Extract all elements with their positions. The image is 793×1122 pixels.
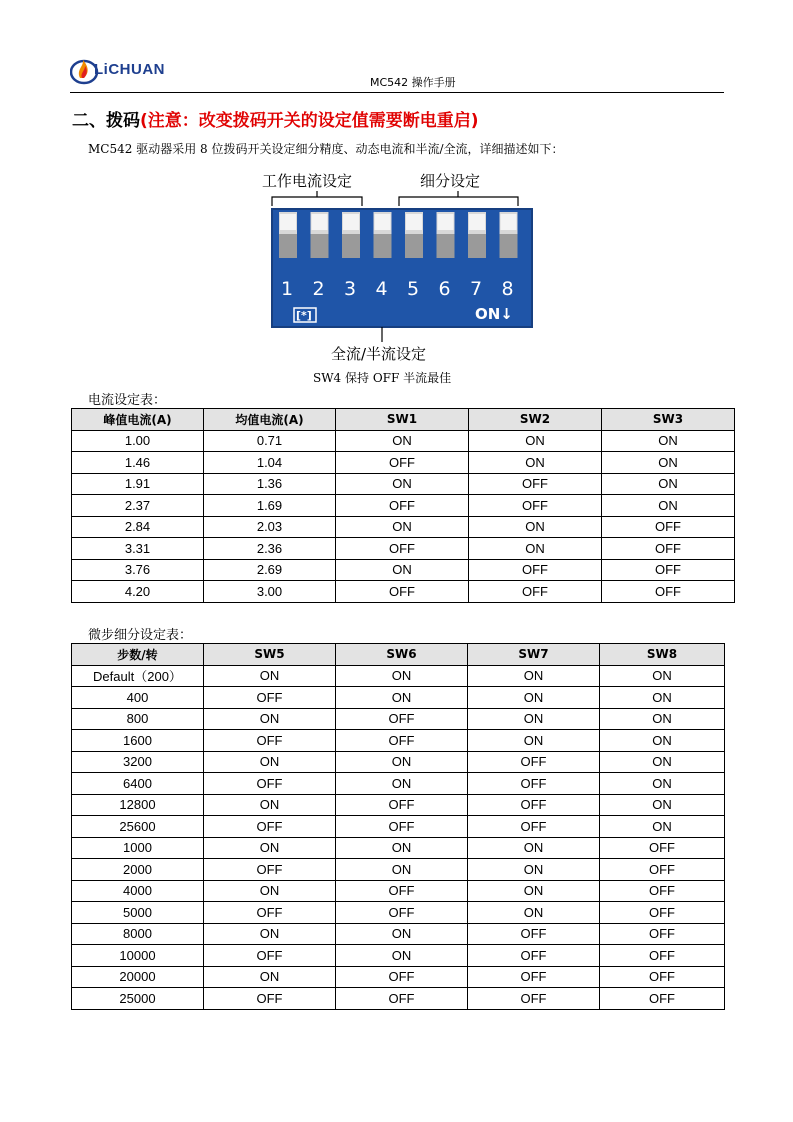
table-cell: ON xyxy=(336,923,468,945)
column-header: 步数/转 xyxy=(72,644,204,666)
label-half-full-setting: 全流/半流设定 xyxy=(331,345,427,363)
column-header: SW2 xyxy=(469,409,602,431)
table-cell: ON xyxy=(468,665,600,687)
table-cell: 20000 xyxy=(72,966,204,988)
column-header: SW1 xyxy=(336,409,469,431)
table-cell: 1.04 xyxy=(204,452,336,474)
current-setting-table xyxy=(71,408,735,603)
table-cell: OFF xyxy=(204,730,336,752)
table-cell: OFF xyxy=(602,581,735,603)
dip-switch-knob xyxy=(501,214,517,230)
table-cell: ON xyxy=(469,430,602,452)
table-cell: 2.36 xyxy=(204,538,336,560)
table-row xyxy=(72,452,735,474)
table-cell: 3.00 xyxy=(204,581,336,603)
table-cell: OFF xyxy=(600,966,725,988)
table-row xyxy=(72,665,725,687)
switch-number-8: 8 xyxy=(501,278,514,300)
table-row xyxy=(72,559,735,581)
table-cell: ON xyxy=(336,687,468,709)
table-cell: OFF xyxy=(336,988,468,1010)
table-cell: ON xyxy=(336,559,469,581)
table-cell: ON xyxy=(336,473,469,495)
table-row xyxy=(72,773,725,795)
table-cell: 2.84 xyxy=(72,516,204,538)
table-cell: 25600 xyxy=(72,816,204,838)
table-cell: 1.00 xyxy=(72,430,204,452)
logo-text: LiCHUAN xyxy=(94,61,165,78)
dip-switch-knob xyxy=(312,214,328,230)
table-cell: ON xyxy=(204,837,336,859)
table-cell: ON xyxy=(336,430,469,452)
table-cell: OFF xyxy=(602,516,735,538)
table-cell: OFF xyxy=(336,730,468,752)
table-cell: 3.76 xyxy=(72,559,204,581)
table-cell: ON xyxy=(600,665,725,687)
table-cell: OFF xyxy=(336,581,469,603)
column-header: SW3 xyxy=(602,409,735,431)
table-cell: OFF xyxy=(468,945,600,967)
table-cell: OFF xyxy=(336,452,469,474)
table-cell: 3200 xyxy=(72,751,204,773)
section-heading xyxy=(72,106,479,131)
table-cell: ON xyxy=(204,708,336,730)
table-cell: ON xyxy=(469,516,602,538)
table-cell: 1.69 xyxy=(204,495,336,517)
table-cell: ON xyxy=(602,452,735,474)
table-cell: ON xyxy=(600,794,725,816)
dip-switch-knob xyxy=(343,214,359,230)
table-cell: 1.36 xyxy=(204,473,336,495)
switch-number-4: 4 xyxy=(375,278,388,300)
table-cell: 800 xyxy=(72,708,204,730)
column-header: 均值电流(A) xyxy=(204,409,336,431)
table-cell: OFF xyxy=(468,773,600,795)
heading-note: (注意：改变拨码开关的设定值需要断电重启) xyxy=(140,111,479,131)
table-cell: ON xyxy=(204,665,336,687)
table-cell: OFF xyxy=(336,966,468,988)
dip-switch-knob xyxy=(438,214,454,230)
table-cell: ON xyxy=(602,495,735,517)
table-cell: ON xyxy=(204,966,336,988)
table-cell: 0.71 xyxy=(204,430,336,452)
switch-number-6: 6 xyxy=(438,278,451,300)
table-cell: 1600 xyxy=(72,730,204,752)
table-cell: OFF xyxy=(602,559,735,581)
table-cell: 2.69 xyxy=(204,559,336,581)
table-cell: 400 xyxy=(72,687,204,709)
table-cell: 2.37 xyxy=(72,495,204,517)
table-row xyxy=(72,859,725,881)
table-row xyxy=(72,516,735,538)
table-cell: 8000 xyxy=(72,923,204,945)
table-cell: ON xyxy=(204,751,336,773)
table-cell: 1000 xyxy=(72,837,204,859)
table-row xyxy=(72,473,735,495)
table-cell: 1.46 xyxy=(72,452,204,474)
table-row xyxy=(72,880,725,902)
column-header: SW7 xyxy=(468,644,600,666)
table-cell: ON xyxy=(468,837,600,859)
table-row xyxy=(72,730,725,752)
table-cell: OFF xyxy=(204,687,336,709)
table-cell: ON xyxy=(336,665,468,687)
column-header: SW8 xyxy=(600,644,725,666)
label-current-setting: 工作电流设定 xyxy=(262,172,353,190)
table-cell: OFF xyxy=(336,538,469,560)
table-cell: ON xyxy=(336,751,468,773)
table-cell: OFF xyxy=(469,495,602,517)
table-cell: OFF xyxy=(600,859,725,881)
table-cell: 3.31 xyxy=(72,538,204,560)
table-cell: OFF xyxy=(600,923,725,945)
table-cell: 2000 xyxy=(72,859,204,881)
table-row xyxy=(72,708,725,730)
table-cell: OFF xyxy=(204,816,336,838)
table-cell: ON xyxy=(336,859,468,881)
table-cell: OFF xyxy=(336,880,468,902)
table-cell: OFF xyxy=(336,816,468,838)
table-cell: OFF xyxy=(336,708,468,730)
table-cell: ON xyxy=(602,473,735,495)
table-cell: 2.03 xyxy=(204,516,336,538)
switch-number-2: 2 xyxy=(312,278,325,300)
table-cell: Default（200） xyxy=(72,665,204,687)
table-cell: ON xyxy=(336,516,469,538)
table-cell: OFF xyxy=(469,559,602,581)
column-header: SW6 xyxy=(336,644,468,666)
table-cell: OFF xyxy=(204,945,336,967)
table-cell: 25000 xyxy=(72,988,204,1010)
table-cell: ON xyxy=(336,837,468,859)
page-header xyxy=(70,52,724,93)
table-row xyxy=(72,988,725,1010)
table-cell: OFF xyxy=(468,794,600,816)
table-cell: OFF xyxy=(600,880,725,902)
table-cell: ON xyxy=(600,708,725,730)
intro-paragraph: MC542 驱动器采用 8 位拨码开关设定细分精度、动态电流和半流/全流，详细描述如下： xyxy=(88,142,564,156)
table-cell: ON xyxy=(600,816,725,838)
table-cell: ON xyxy=(602,430,735,452)
table-row xyxy=(72,495,735,517)
dip-switch-figure xyxy=(258,170,538,390)
table-cell: 4.20 xyxy=(72,581,204,603)
table-row xyxy=(72,923,725,945)
dip-switch-knob xyxy=(469,214,485,230)
heading-text: 二、拨码 xyxy=(72,111,140,131)
microstep-setting-table xyxy=(71,643,725,1010)
switch-number-1: 1 xyxy=(281,278,294,300)
table-cell: 10000 xyxy=(72,945,204,967)
table-cell: 4000 xyxy=(72,880,204,902)
table-cell: ON xyxy=(468,730,600,752)
table-cell: OFF xyxy=(336,902,468,924)
table-cell: OFF xyxy=(336,495,469,517)
table-cell: ON xyxy=(468,708,600,730)
micro-table-title: 微步细分设定表： xyxy=(88,628,193,643)
table-cell: OFF xyxy=(204,773,336,795)
table-cell: ON xyxy=(469,538,602,560)
table-row xyxy=(72,816,725,838)
document-title: MC542 操作手册 xyxy=(370,76,456,89)
on-label: ON↓ xyxy=(475,305,513,323)
table-cell: ON xyxy=(600,751,725,773)
table-cell: ON xyxy=(600,773,725,795)
table-cell: ON xyxy=(468,880,600,902)
table-row xyxy=(72,751,725,773)
switch-number-3: 3 xyxy=(344,278,357,300)
column-header: SW5 xyxy=(204,644,336,666)
table-row xyxy=(72,945,725,967)
table-cell: 1.91 xyxy=(72,473,204,495)
column-header: 峰值电流(A) xyxy=(72,409,204,431)
table-row xyxy=(72,538,735,560)
table-row xyxy=(72,430,735,452)
table-cell: ON xyxy=(600,730,725,752)
dip-switch-knob xyxy=(280,214,296,230)
table-row xyxy=(72,966,725,988)
label-micro-setting: 细分设定 xyxy=(420,172,481,190)
table-cell: OFF xyxy=(468,966,600,988)
table-cell: OFF xyxy=(204,859,336,881)
star-mark: [*] xyxy=(296,309,312,322)
table-cell: OFF xyxy=(600,945,725,967)
table-cell: ON xyxy=(469,452,602,474)
table-cell: OFF xyxy=(600,837,725,859)
table-cell: ON xyxy=(468,687,600,709)
table-cell: ON xyxy=(468,859,600,881)
figure-caption: SW4 保持 OFF 半流最佳 xyxy=(313,371,452,385)
table-cell: ON xyxy=(336,773,468,795)
table-cell: OFF xyxy=(468,751,600,773)
table-cell: ON xyxy=(336,945,468,967)
dip-switch-knob xyxy=(406,214,422,230)
table-cell: OFF xyxy=(469,581,602,603)
table-cell: OFF xyxy=(468,988,600,1010)
table-cell: 12800 xyxy=(72,794,204,816)
table-cell: 6400 xyxy=(72,773,204,795)
table-row xyxy=(72,794,725,816)
table-cell: ON xyxy=(204,923,336,945)
table-cell: ON xyxy=(600,687,725,709)
table-cell: OFF xyxy=(602,538,735,560)
current-table-title: 电流设定表： xyxy=(88,393,167,408)
table-cell: OFF xyxy=(204,902,336,924)
table-row xyxy=(72,687,725,709)
table-cell: 5000 xyxy=(72,902,204,924)
table-cell: OFF xyxy=(600,988,725,1010)
table-cell: OFF xyxy=(600,902,725,924)
table-cell: OFF xyxy=(468,816,600,838)
table-row xyxy=(72,581,735,603)
switch-number-7: 7 xyxy=(470,278,483,300)
table-cell: ON xyxy=(468,902,600,924)
table-cell: ON xyxy=(204,880,336,902)
table-row xyxy=(72,837,725,859)
table-cell: OFF xyxy=(336,794,468,816)
table-cell: OFF xyxy=(468,923,600,945)
table-cell: OFF xyxy=(204,988,336,1010)
switch-number-5: 5 xyxy=(407,278,420,300)
table-row xyxy=(72,902,725,924)
dip-switch-knob xyxy=(375,214,391,230)
table-cell: ON xyxy=(204,794,336,816)
table-cell: OFF xyxy=(469,473,602,495)
